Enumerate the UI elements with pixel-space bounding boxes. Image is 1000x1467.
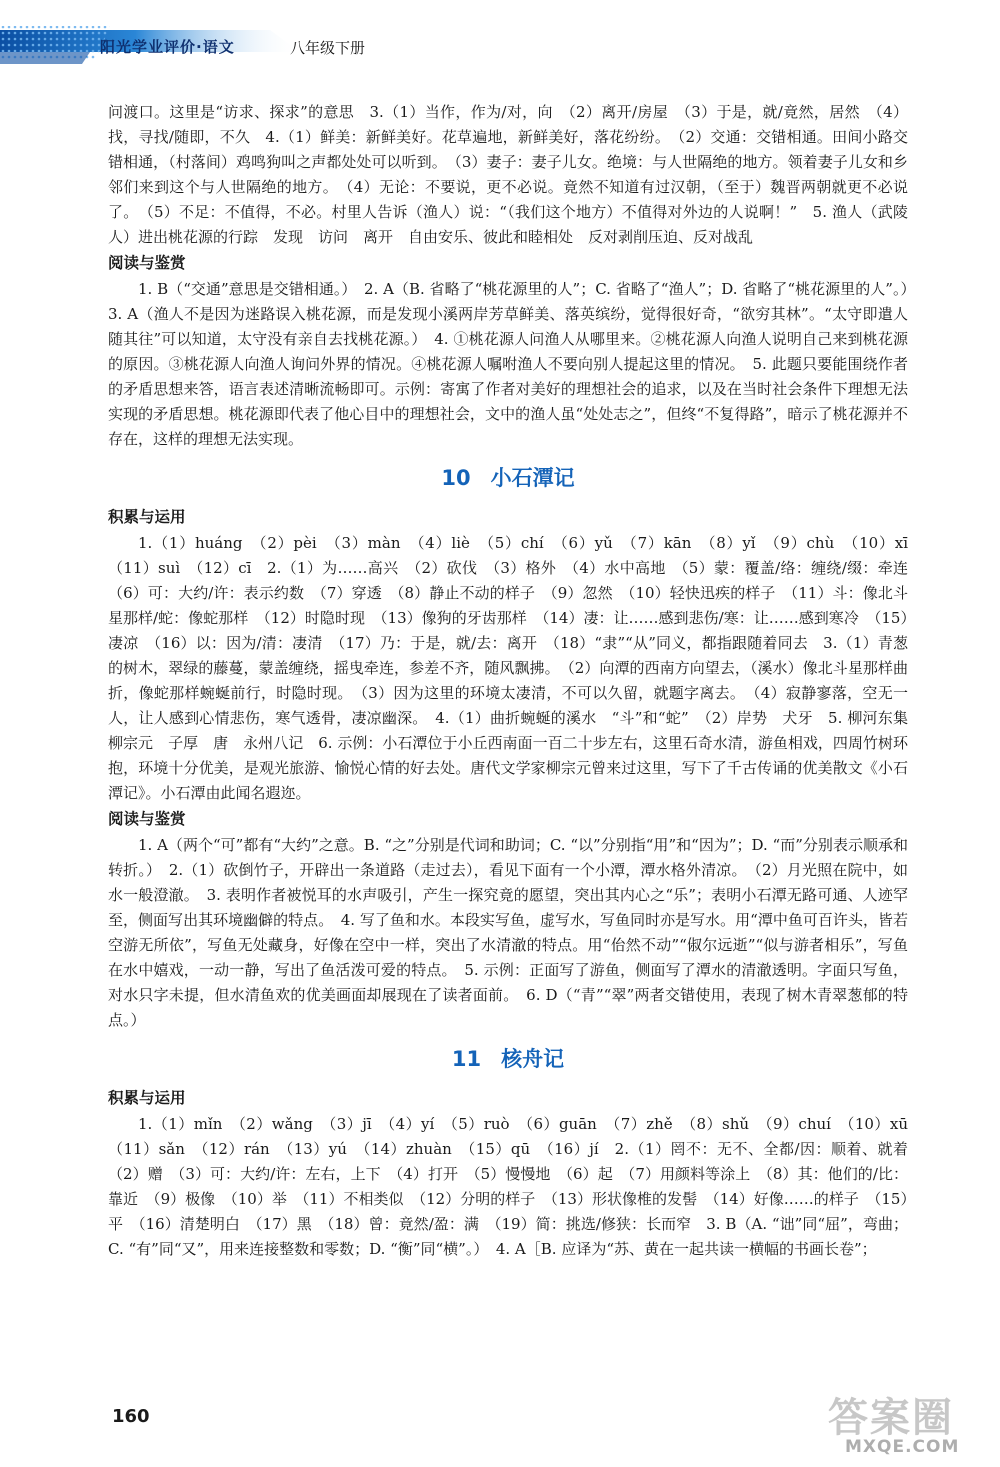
section-heading: 积累与运用 — [108, 508, 186, 526]
chapter-heading — [108, 452, 908, 504]
answer-paragraph: 问渡口。这里是“访求、探求”的意思 3.（1）当作，作为/对，向 （2）离开/房屋 （3）于是，就/竟然，居然 （4）找，寻找/随即，不久 4.（1）鲜美：新鲜美好。花草遍地，新鲜美好，落花纷纷。 （2）交通：交错相通。田间小路交错相通，（村落间）鸡鸣狗叫之声都处处可以听到。 （3）妻子：妻子儿女。绝境：与人世隔绝的地方。领着妻子儿女和乡邻们来到这个与人世隔绝的地方。 （4）无论：不要说，更不必说。竟然不知道有过汉朝，（至于）魏晋两朝就更不必说了。 （5）不足：不值得，不必。村里人告诉（渔人）说：“（我们这个地方）不值得对外边的人说啊！” 5. 渔人（武陵人）进出桃花源的行踪 发现 访问 离开 自由安乐、彼此和睦相处 反对剥削压迫、反对战乱 — [108, 103, 908, 246]
grade-label: 八年级下册 — [290, 39, 366, 57]
page-content — [108, 100, 924, 1262]
answer-paragraph: 1. B（“交通”意思是交错相通。） 2. A（B. 省略了“桃花源里的人”；C. 省略了“渔人”；D. 省略了“桃花源里的人”。） 3. A（渔人不是因为迷路误入桃花源，而是发现小溪两岸芳草鲜美、落英缤纷，觉得很好奇，“欲穷其林”。“太守即遣人随其往”可以知道，太守没有亲自去找桃花源。） 4. ①桃花源人问渔人从哪里来。②桃花源人向渔人说明自己来到桃花源的原因。③桃花源人向渔人询问外界的情况。④桃花源人嘱咐渔人不要向别人提起这里的情况。 5. 此题只要能围绕作者的矛盾思想来答，语言表述清晰流畅即可。示例：寄寓了作者对美好的理想社会的追求，以及在当时社会条件下理想无法实现的矛盾思想。桃花源即代表了他心目中的理想社会，文中的渔人虽“处处志之”，但终“不复得路”，暗示了桃花源并不存在，这样的理想无法实现。 — [108, 280, 924, 448]
answer-paragraph: 1.（1）mǐn （2）wǎng （3）jī （4）yí （5）ruò （6）guān （7）zhě （8）shǔ （9）chuí （10）xū （11）sǎn （12）rán （13）yú （14）zhuàn （15）qū （16）jí 2.（1）罔不：无不、全都/因：顺着、就着 （2）赠 （3）可：大约/许：左右，上下 （4）打开 （5）慢慢地 （6）起 （7）用颜料等涂上 （8）其：他们的/比：靠近 （9）极像 （10）举 （11）不相类似 （12）分明的样子 （13）形状像椎的发髻 （14）好像……的样子 （15）平 （16）清楚明白 （17）黑 （18）曾：竟然/盈：满 （19）简：挑选/修狭：长而窄 3. B（A. “诎”同“屈”，弯曲；C. “有”同“又”，用来连接整数和零数；D. “衡”同“横”。） 4. A［B. 应译为“苏、黄在一起共读一横幅的书画长卷”； — [108, 1115, 924, 1258]
section-heading: 阅读与鉴赏 — [108, 810, 186, 828]
page-number: 160 — [112, 1406, 150, 1427]
chapter-number: 10 — [441, 466, 471, 490]
watermark-logo: 答案圈 — [828, 1395, 954, 1441]
section-heading: 积累与运用 — [108, 1089, 186, 1107]
chapter-heading — [108, 1033, 908, 1085]
chapter-title: 核舟记 — [501, 1047, 565, 1071]
book-title: 阳光学业评价·语文 — [100, 38, 235, 56]
answer-paragraph: 1. A（两个“可”都有“大约”之意。B. “之”分别是代词和助词；C. “以”分别指“用”和“因为”；D. “而”分别表示顺承和转折。） 2.（1）砍倒竹子，开辟出一条道路（走过去），看见下面有一个小潭，潭水格外清凉。 （2）月光照在院中，如水一般澄澈。 3. 表明作者被悦耳的水声吸引，产生一探究竟的愿望，突出其内心之“乐”；表明小石潭无路可通、人迹罕至，侧面写出其环境幽僻的特点。 4. 写了鱼和水。本段实写鱼，虚写水，写鱼同时亦是写水。用“潭中鱼可百许头，皆若空游无所依”，写鱼无处藏身，好像在空中一样，突出了水清澈的特点。用“佁然不动”“俶尔远逝”“似与游者相乐”，写鱼在水中嬉戏，一动一静，写出了鱼活泼可爱的特点。 5. 示例：正面写了游鱼，侧面写了潭水的清澈透明。字面只写鱼，对水只字未提，但水清鱼欢的优美画面却展现在了读者面前。 6. D（“青”“翠”两者交错使用，表现了树木青翠葱郁的特点。） — [108, 836, 908, 1029]
chapter-number: 11 — [451, 1047, 482, 1071]
watermark-site: MXQE.COM — [845, 1437, 960, 1457]
answer-paragraph: 1.（1）huáng （2）pèi （3）màn （4）liè （5）chí （6）yǔ （7）kān （8）yǐ （9）chù （10）xī （11）suì （12）cī 2.（1）为……高兴 （2）砍伐 （3）格外 （4）水中高地 （5）蒙：覆盖/络：缠绕/缀：牵连 （6）可：大约/许：表示约数 （7）穿透 （8）静止不动的样子 （9）忽然 （10）轻快迅疾的样子 （11）斗：像北斗星那样/蛇：像蛇那样 （12）时隐时现 （13）像狗的牙齿那样 （14）凄：让……感到悲伤/寒：让……感到寒冷 （15）凄凉 （16）以：因为/清：凄清 （17）乃：于是，就/去：离开 （18）“隶”“从”同义，都指跟随着同去 3.（1）青葱的树木，翠绿的藤蔓，蒙盖缠绕，摇曳牵连，参差不齐，随风飘拂。 （2）向潭的西南方向望去，（溪水）像北斗星那样曲折，像蛇那样蜿蜒前行，时隐时现。 （3）因为这里的环境太凄清，不可以久留，就题字离去。 （4）寂静寥落，空无一人，让人感到心情悲伤，寒气透骨，凄凉幽深。 4.（1）曲折蜿蜒的溪水 “斗”和“蛇” （2）岸势 犬牙 5. 柳河东集 柳宗元 子厚 唐 永州八记 6. 示例：小石潭位于小丘西南面一百二十步左右，这里石奇水清，游鱼相戏，四周竹树环抱，环境十分优美，是观光旅游、愉悦心情的好去处。唐代文学家柳宗元曾来过这里，写下了千古传诵的优美散文《小石潭记》。小石潭由此闻名遐迩。 — [108, 534, 924, 802]
section-heading: 阅读与鉴赏 — [108, 254, 186, 272]
chapter-title: 小石潭记 — [490, 466, 575, 490]
